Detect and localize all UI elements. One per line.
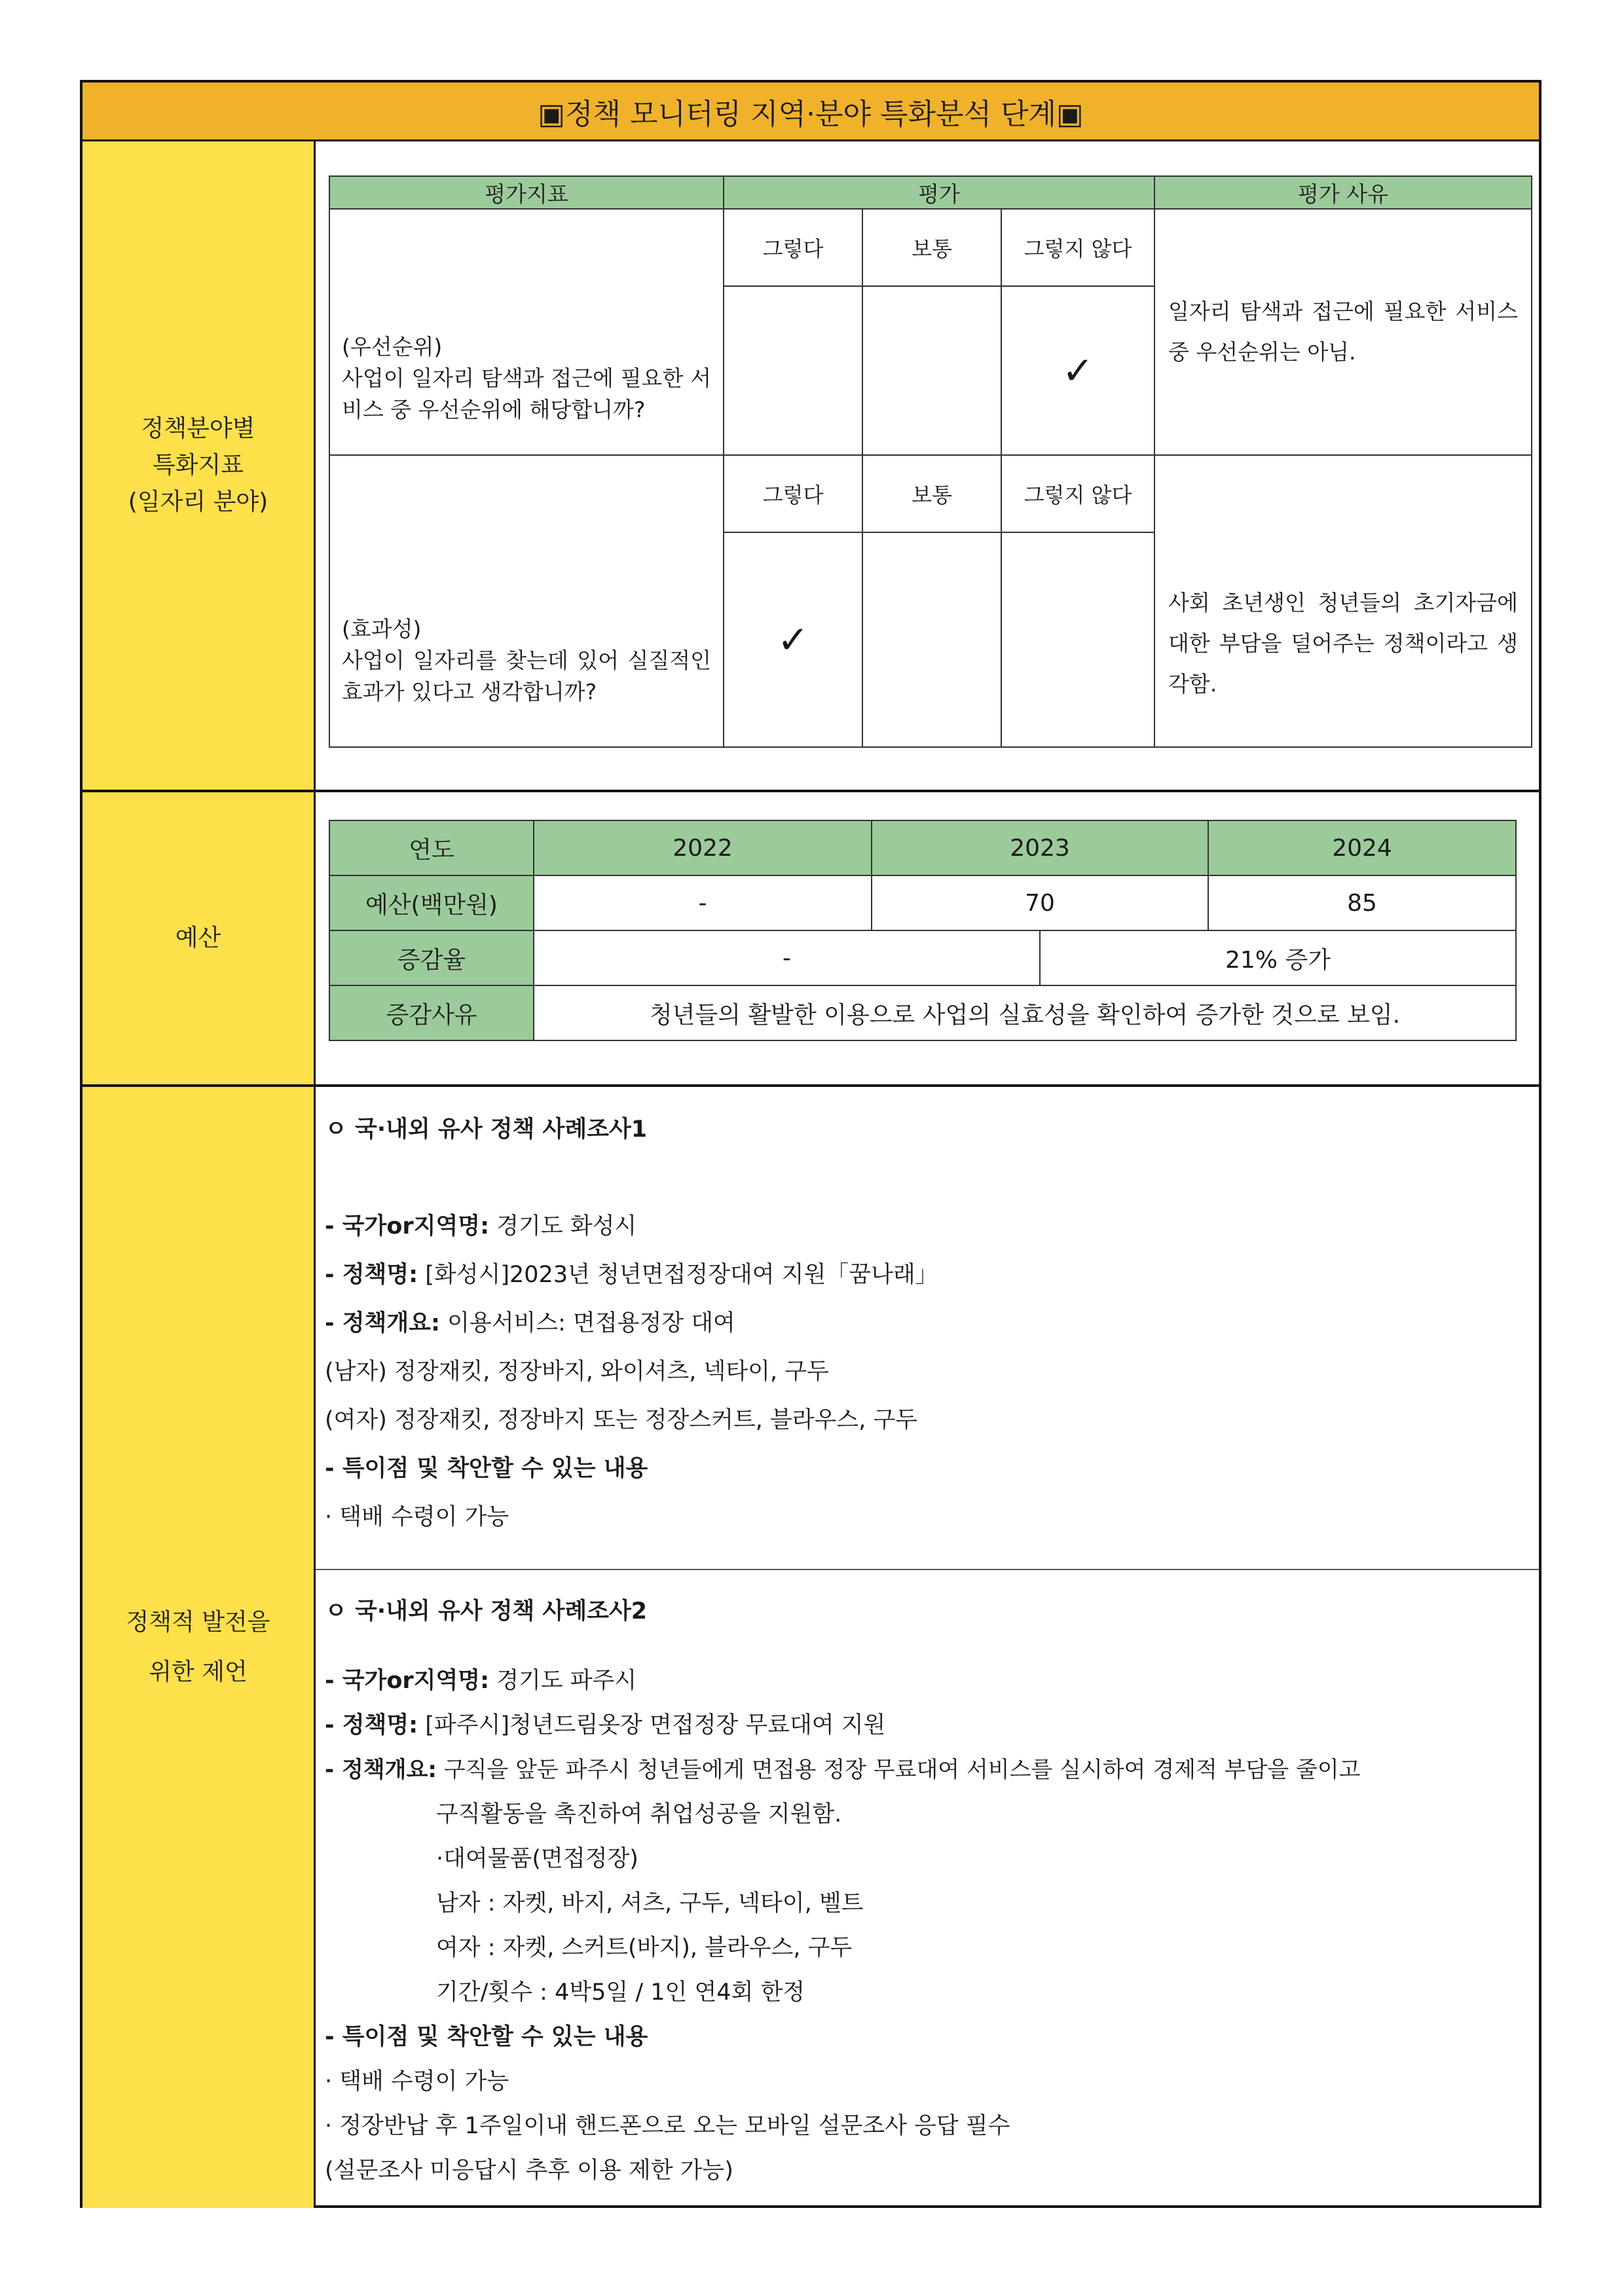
rate-left: - [534, 930, 1040, 985]
case2-overview-line: 기간/횟수 : 4박5일 / 1인 연4회 한정 [436, 1979, 805, 2006]
rating-cell-neutral[interactable] [862, 286, 1001, 455]
budget-section-label [83, 792, 316, 1084]
check-mark-icon: ✓ [1061, 348, 1094, 393]
question-title: (우선순위) [342, 334, 443, 359]
case2-overview-line: 남자 : 자켓, 바지, 셔츠, 구두, 넥타이, 벨트 [436, 1890, 864, 1917]
rating-cell-yes[interactable] [724, 286, 862, 455]
case2-overview-line: 구직활동을 촉진하여 취업성공을 지원함. [436, 1801, 842, 1827]
case2-overview-line: 여자 : 자켓, 스커트(바지), 블라우스, 구두 [436, 1935, 853, 1961]
header-indicator: 평가지표 [329, 176, 724, 209]
amount-2022: - [534, 875, 872, 930]
case2-note: (설문조사 미응답시 추후 이용 제한 가능) [325, 2157, 733, 2184]
question-body: 사업이 일자리 탐색과 접근에 필요한 서비스 중 우선순위에 해당합니까? [342, 365, 711, 422]
header-reason: 평가 사유 [1154, 176, 1532, 209]
option-yes: 그렇다 [724, 455, 862, 532]
rating-cell-neutral[interactable] [862, 532, 1001, 747]
case2-region: - 국가or지역명: 경기도 파주시 [325, 1668, 637, 1694]
indicator-section-label [83, 141, 316, 790]
case2-title: ㅇ 국·내외 유사 정책 사례조사2 [325, 1598, 648, 1625]
budget-table [329, 820, 1517, 1041]
question-title: (효과성) [342, 616, 422, 642]
check-mark-icon: ✓ [777, 617, 809, 662]
year-2022: 2022 [534, 820, 872, 875]
proposal-section-label [83, 1087, 316, 2208]
amount-2023: 70 [872, 875, 1208, 930]
option-yes: 그렇다 [724, 209, 862, 286]
case1-title: ㅇ 국·내외 유사 정책 사례조사1 [325, 1116, 648, 1143]
indicator-label-line-3: (일자리 분야) [128, 488, 268, 515]
rate-right: 21% 증가 [1040, 930, 1516, 985]
year-2024: 2024 [1208, 820, 1516, 875]
question-effectiveness [329, 455, 724, 747]
proposal-label-line-1: 정책적 발전을 [126, 1609, 270, 1636]
option-neutral: 보통 [862, 455, 1001, 532]
case2-policy: - 정책명: [파주시]청년드림옷장 면접정장 무료대여 지원 [325, 1712, 886, 1738]
reason-label: 증감사유 [329, 985, 534, 1040]
case1-notes-label: - 특이점 및 착안할 수 있는 내용 [325, 1456, 648, 1482]
case2-note: · 정장반납 후 1주일이내 핸드폰으로 오는 모바일 설문조사 응답 필수 [325, 2113, 1010, 2139]
option-no: 그렇지 않다 [1001, 209, 1154, 286]
reason-priority: 일자리 탐색과 접근에 필요한 서비스 중 우선순위는 아님. [1154, 209, 1532, 455]
option-no: 그렇지 않다 [1001, 455, 1154, 532]
case2-overview: - 정책개요: 구직을 앞둔 파주시 청년들에게 면접용 정장 무료대여 서비스를 실시하여 경제적 부담을 줄이고 [325, 1757, 1361, 1783]
case1-overview: - 정책개요: 이용서비스: 면접용정장 대여 [325, 1310, 735, 1336]
page-title: ▣정책 모니터링 지역·분야 특화분석 단계▣ [83, 83, 1539, 141]
case2-overview-line: ·대여물품(면접정장) [436, 1846, 638, 1872]
amount-label: 예산(백만원) [329, 875, 534, 930]
proposal-label-line-2: 위한 제언 [149, 1659, 248, 1685]
reason-effectiveness: 사회 초년생인 청년들의 초기자금에 대한 부담을 덜어주는 정책이라고 생각함. [1154, 455, 1532, 747]
rating-cell-no[interactable] [1001, 532, 1154, 747]
indicator-label-line-2: 특화지표 [152, 452, 244, 479]
amount-2024: 85 [1208, 875, 1516, 930]
question-priority [329, 209, 724, 455]
budget-label: 예산 [175, 925, 221, 951]
case1-line: (여자) 정장재킷, 정장바지 또는 정장스커트, 블라우스, 구두 [325, 1407, 918, 1433]
year-2023: 2023 [872, 820, 1208, 875]
case2-note: · 택배 수령이 가능 [325, 2068, 509, 2095]
year-label: 연도 [329, 820, 534, 875]
reason-text: 청년들의 활발한 이용으로 사업의 실효성을 확인하여 증가한 것으로 보임. [534, 985, 1516, 1040]
case2-notes-label: - 특이점 및 착안할 수 있는 내용 [325, 2024, 648, 2050]
rate-label: 증감율 [329, 930, 534, 985]
case1-line: (남자) 정장재킷, 정장바지, 와이셔츠, 넥타이, 구두 [325, 1359, 829, 1385]
rating-cell-no[interactable] [1001, 286, 1154, 455]
option-neutral: 보통 [862, 209, 1001, 286]
evaluation-table [329, 175, 1532, 748]
header-rating: 평가 [724, 176, 1154, 209]
case-divider [316, 1569, 1539, 1570]
case1-policy: - 정책명: [화성시]2023년 청년면접정장대여 지원「꿈나래」 [325, 1262, 938, 1288]
indicator-label-line-1: 정책분야별 [141, 415, 255, 442]
case1-region: - 국가or지역명: 경기도 화성시 [325, 1213, 637, 1239]
rating-cell-yes[interactable] [724, 532, 862, 747]
question-body: 사업이 일자리를 찾는데 있어 실질적인 효과가 있다고 생각합니까? [342, 648, 711, 705]
case1-note: · 택배 수령이 가능 [325, 1504, 509, 1530]
